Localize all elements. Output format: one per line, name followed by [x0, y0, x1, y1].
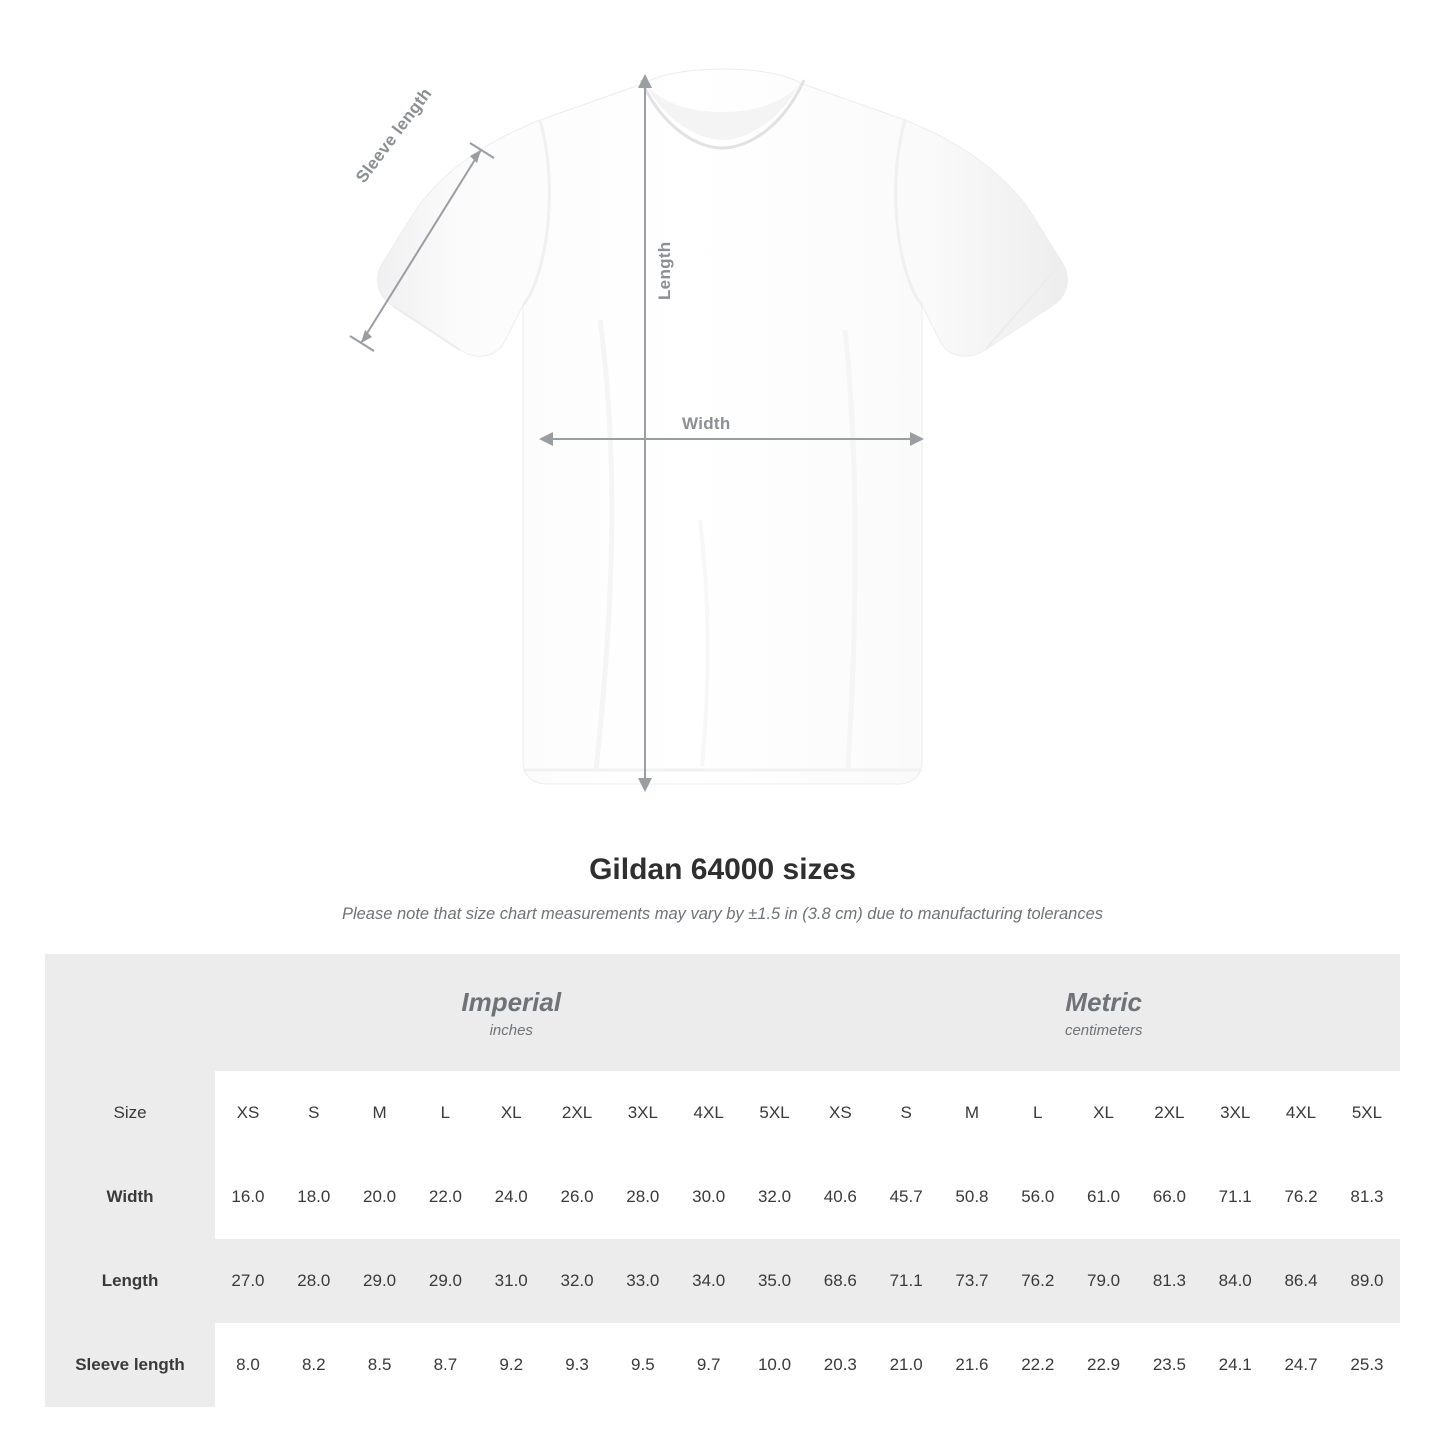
measurement-label: Sleeve length [45, 1323, 215, 1407]
measurement-cell: 89.0 [1334, 1239, 1400, 1323]
measurement-cell: 86.4 [1268, 1239, 1334, 1323]
size-header-cell: S [873, 1071, 939, 1155]
unit-system-spacer [45, 954, 215, 1071]
size-header-cell: 2XL [544, 1071, 610, 1155]
size-header-cell: L [1005, 1071, 1071, 1155]
measurement-cell: 25.3 [1334, 1323, 1400, 1407]
size-header-cell: S [281, 1071, 347, 1155]
measurement-cell: 22.9 [1071, 1323, 1137, 1407]
measurement-cell: 21.0 [873, 1323, 939, 1407]
measurement-cell: 40.6 [807, 1155, 873, 1239]
measurement-cell: 8.5 [347, 1323, 413, 1407]
size-header-cell: L [413, 1071, 479, 1155]
measurement-cell: 22.2 [1005, 1323, 1071, 1407]
size-header-row [45, 1071, 1400, 1155]
measurement-cell: 71.1 [873, 1239, 939, 1323]
size-header-cell: 5XL [1334, 1071, 1400, 1155]
size-header-cell: 3XL [1202, 1071, 1268, 1155]
measurement-cell: 8.2 [281, 1323, 347, 1407]
size-header-cell: XS [215, 1071, 281, 1155]
measurement-cell: 16.0 [215, 1155, 281, 1239]
measurement-cell: 33.0 [610, 1239, 676, 1323]
measurement-cell: 22.0 [413, 1155, 479, 1239]
page-title: Gildan 64000 sizes [589, 853, 856, 886]
table-row [45, 1155, 1400, 1239]
measurement-cell: 66.0 [1136, 1155, 1202, 1239]
size-header-cell: M [347, 1071, 413, 1155]
unit-system-name: Metric [1065, 986, 1142, 1017]
measurement-cell: 32.0 [544, 1239, 610, 1323]
size-header-cell: 3XL [610, 1071, 676, 1155]
table-row [45, 1239, 1400, 1323]
unit-system-row [45, 954, 1400, 1071]
measurement-cell: 28.0 [610, 1155, 676, 1239]
measurement-cell: 31.0 [478, 1239, 544, 1323]
measurement-cell: 20.3 [807, 1323, 873, 1407]
measurement-cell: 56.0 [1005, 1155, 1071, 1239]
measurement-cell: 9.7 [676, 1323, 742, 1407]
size-header-label: Size [45, 1071, 215, 1155]
measurement-cell: 20.0 [347, 1155, 413, 1239]
size-chart-table [45, 954, 1400, 1407]
measurement-cell: 18.0 [281, 1155, 347, 1239]
size-header-cell: 4XL [1268, 1071, 1334, 1155]
measurement-cell: 23.5 [1136, 1323, 1202, 1407]
sleeve-tick-bottom [350, 336, 374, 351]
measurement-cell: 35.0 [742, 1239, 808, 1323]
size-header-cell: M [939, 1071, 1005, 1155]
measurement-cell: 76.2 [1268, 1155, 1334, 1239]
unit-system-name: Imperial [461, 986, 562, 1017]
sleeve-arrow-bottom [361, 330, 372, 343]
measurement-cell: 50.8 [939, 1155, 1005, 1239]
measurement-cell: 9.3 [544, 1323, 610, 1407]
size-header-cell: XL [478, 1071, 544, 1155]
measurement-label: Width [45, 1155, 215, 1239]
measurement-cell: 10.0 [742, 1323, 808, 1407]
measurement-cell: 32.0 [742, 1155, 808, 1239]
size-table-wrapper [0, 954, 1445, 1407]
length-arrow-bottom [638, 778, 652, 792]
measurement-cell: 29.0 [347, 1239, 413, 1323]
size-table-body [45, 954, 1400, 1407]
size-header-cell: 4XL [676, 1071, 742, 1155]
measurement-cell: 27.0 [215, 1239, 281, 1323]
measurement-cell: 81.3 [1334, 1155, 1400, 1239]
size-header-cell: XS [807, 1071, 873, 1155]
width-label: Width [682, 414, 731, 433]
unit-system-unit: centimeters [1064, 1022, 1143, 1040]
size-header-cell: 5XL [742, 1071, 808, 1155]
unit-system-metric [807, 954, 1400, 1071]
measurement-cell: 8.7 [413, 1323, 479, 1407]
tolerance-note: Please note that size chart measurements may vary by ±1.5 in (3.8 cm) due to manufacturing tolerances [341, 905, 1104, 923]
measurement-cell: 8.0 [215, 1323, 281, 1407]
measurement-cell: 73.7 [939, 1239, 1005, 1323]
measurement-cell: 26.0 [544, 1155, 610, 1239]
title-block [0, 853, 1445, 924]
measurement-cell: 24.0 [478, 1155, 544, 1239]
unit-system-unit: inches [489, 1022, 533, 1040]
measurement-cell: 9.2 [478, 1323, 544, 1407]
sleeve-length-label: Sleeve length [352, 84, 436, 187]
measurement-cell: 79.0 [1071, 1239, 1137, 1323]
measurement-cell: 21.6 [939, 1323, 1005, 1407]
measurement-cell: 81.3 [1136, 1239, 1202, 1323]
measurement-label: Length [45, 1239, 215, 1323]
table-row [45, 1323, 1400, 1407]
size-header-cell: XL [1071, 1071, 1137, 1155]
size-header-cell: 2XL [1136, 1071, 1202, 1155]
measurement-cell: 29.0 [413, 1239, 479, 1323]
length-label: Length [655, 241, 674, 300]
measurement-cell: 71.1 [1202, 1155, 1268, 1239]
measurement-cell: 61.0 [1071, 1155, 1137, 1239]
measurement-cell: 68.6 [807, 1239, 873, 1323]
measurement-cell: 30.0 [676, 1155, 742, 1239]
measurement-cell: 24.1 [1202, 1323, 1268, 1407]
measurement-cell: 76.2 [1005, 1239, 1071, 1323]
measurement-cell: 84.0 [1202, 1239, 1268, 1323]
measurement-cell: 28.0 [281, 1239, 347, 1323]
measurement-cell: 45.7 [873, 1155, 939, 1239]
measurement-cell: 24.7 [1268, 1323, 1334, 1407]
unit-system-imperial [215, 954, 807, 1071]
measurement-cell: 34.0 [676, 1239, 742, 1323]
measurement-cell: 9.5 [610, 1323, 676, 1407]
